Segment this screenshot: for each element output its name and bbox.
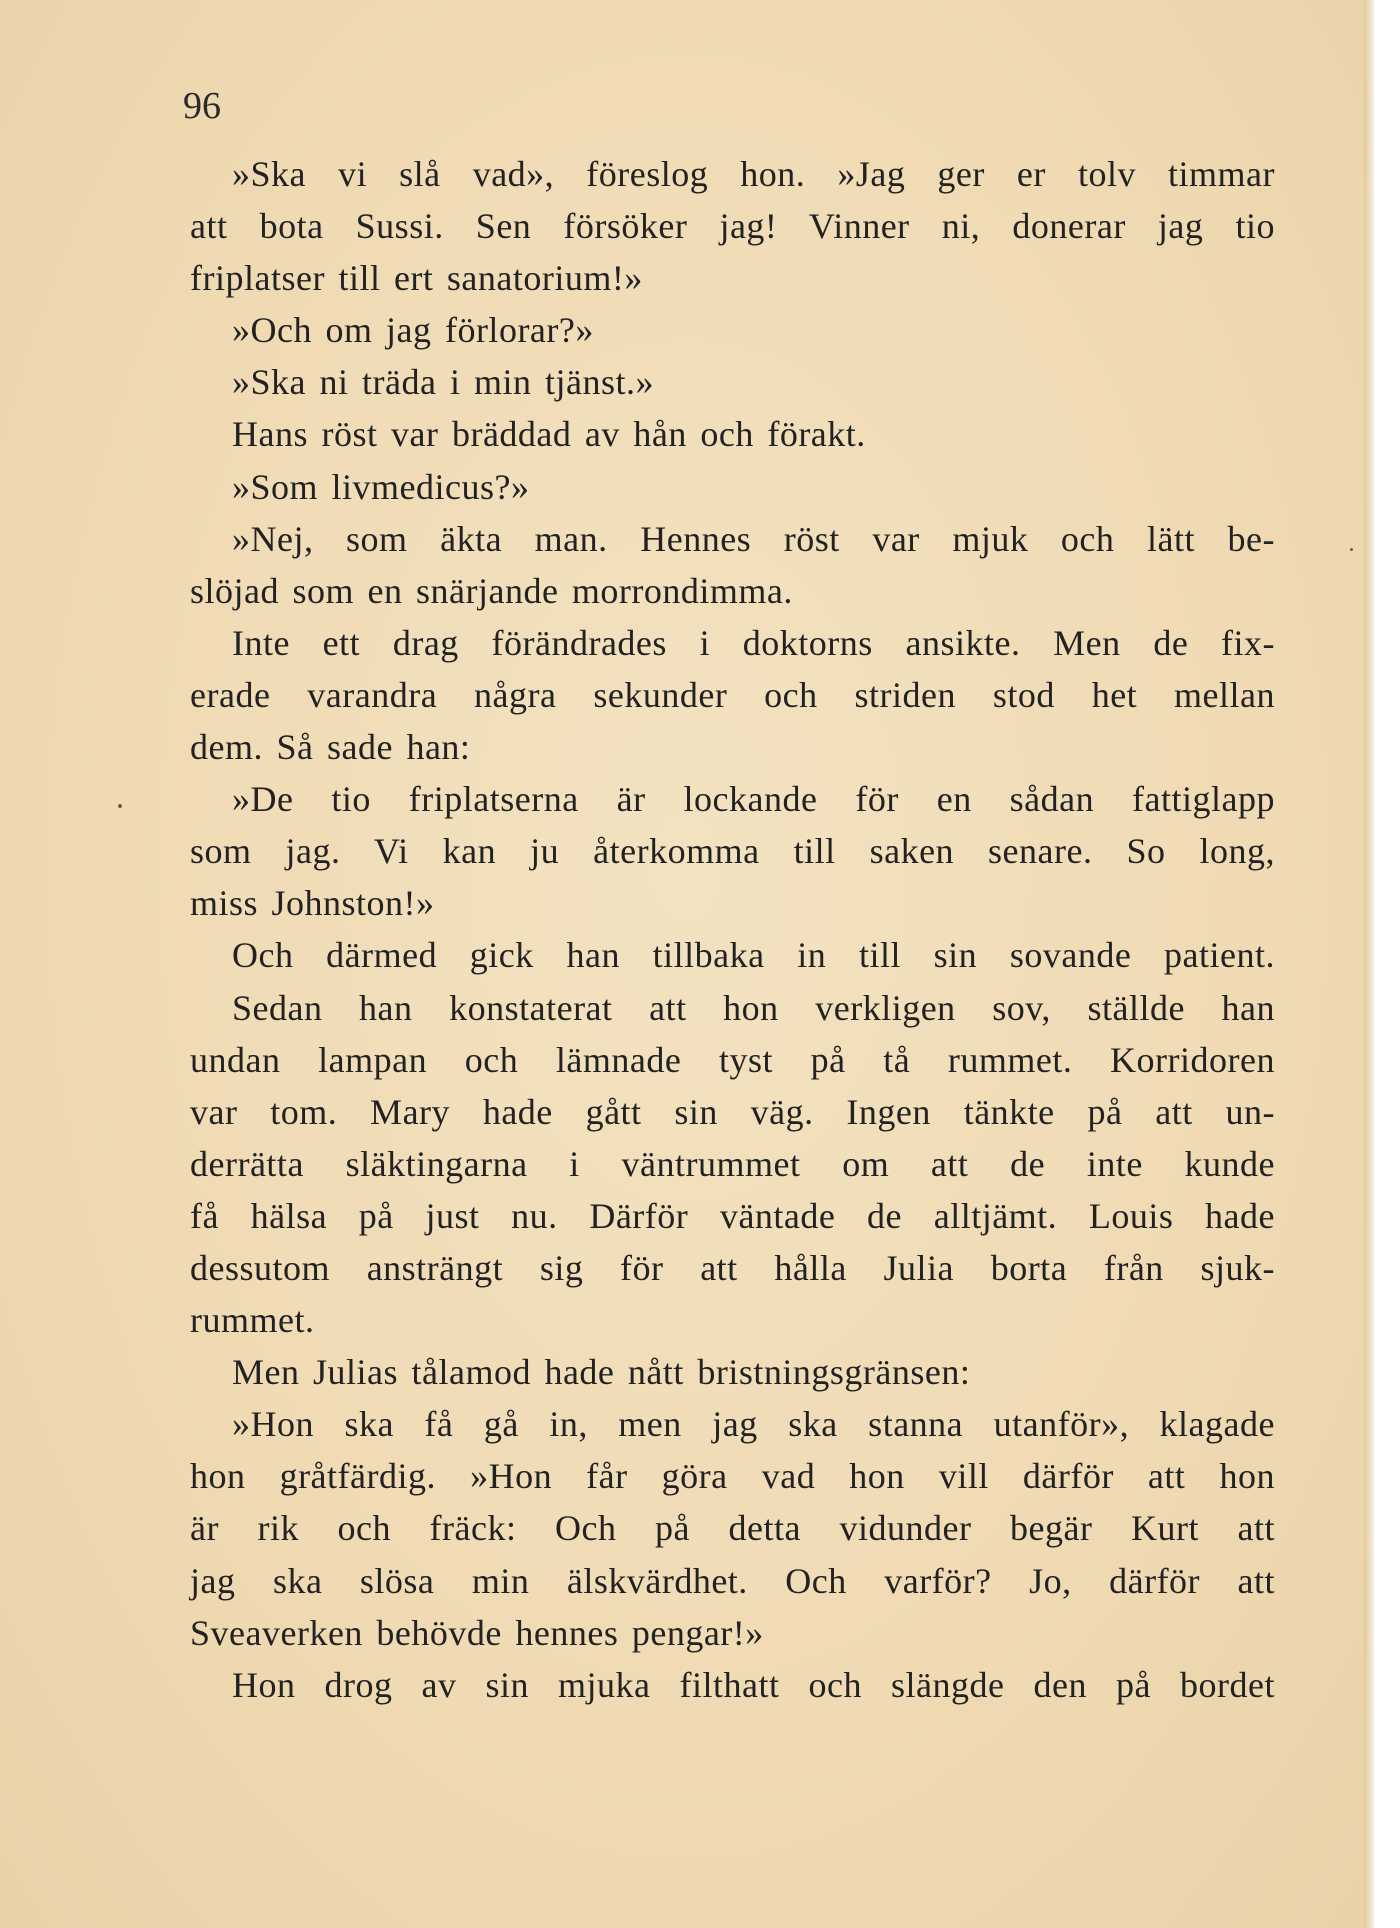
text-line: »Ska ni träda i min tjänst.» (232, 362, 654, 403)
page-number: 96 (183, 85, 221, 127)
text-line: jag ska slösa min älskvärdhet. Och varför? Jo, därför att (190, 1560, 1275, 1601)
text-line: erade varandra några sekunder och striden stod het mellan (190, 674, 1275, 715)
text-line: Sedan han konstaterat att hon verkligen sov, ställde han (232, 987, 1275, 1028)
text-line: »De tio friplatserna är lockande för en sådan fattiglapp (232, 779, 1275, 820)
text-line: dem. Så sade han: (190, 727, 471, 768)
text-line: »Ska vi slå vad», föreslog hon. »Jag ger er tolv timmar (232, 154, 1275, 194)
text-line: hon gråtfärdig. »Hon får göra vad hon vill därför att hon (190, 1456, 1275, 1497)
text-line: »Nej, som äkta man. Hennes röst var mjuk och lätt be- (232, 518, 1275, 559)
text-line: Och därmed gick han tillbaka in till sin sovande patient. (232, 935, 1275, 976)
text-line: Sveaverken behövde hennes pengar!» (190, 1612, 764, 1653)
text-line: Inte ett drag förändrades i doktorns ansikte. Men de fix- (232, 622, 1275, 663)
text-line: slöjad som en snärjande morrondimma. (190, 570, 793, 611)
text-line: få hälsa på just nu. Därför väntade de alltjämt. Louis hade (190, 1195, 1275, 1236)
page-edge (1364, 0, 1374, 1928)
paper-speck (118, 804, 122, 808)
text-line: Hans röst var bräddad av hån och förakt. (232, 414, 866, 455)
text-line: »Hon ska få gå in, men jag ska stanna utanför», klagade (232, 1404, 1275, 1445)
text-line: »Som livmedicus?» (232, 466, 530, 507)
text-line: Hon drog av sin mjuka filthatt och slängde den på bordet (232, 1664, 1275, 1705)
text-line: friplatser till ert sanatorium!» (190, 258, 643, 299)
text-line: miss Johnston!» (190, 883, 435, 924)
text-line: är rik och fräck: Och på detta vidunder begär Kurt att (190, 1508, 1275, 1549)
text-line: derrätta släktingarna i väntrummet om att de inte kunde (190, 1143, 1275, 1184)
text-line: dessutom ansträngt sig för att hålla Julia borta från sjuk- (190, 1247, 1275, 1288)
text-line: rummet. (190, 1300, 315, 1341)
paper-speck (1350, 548, 1353, 551)
text-line: »Och om jag förlorar?» (232, 310, 594, 351)
text-line: som jag. Vi kan ju återkomma till saken senare. So long, (190, 831, 1275, 872)
text-line: Men Julias tålamod hade nått bristningsgränsen: (232, 1352, 971, 1393)
text-line: undan lampan och lämnade tyst på tå rummet. Korridoren (190, 1039, 1275, 1080)
text-line: att bota Sussi. Sen försöker jag! Vinner ni, donerar jag tio (190, 206, 1275, 247)
text-line: var tom. Mary hade gått sin väg. Ingen tänkte på att un- (190, 1091, 1275, 1132)
body-text (190, 148, 1275, 1711)
